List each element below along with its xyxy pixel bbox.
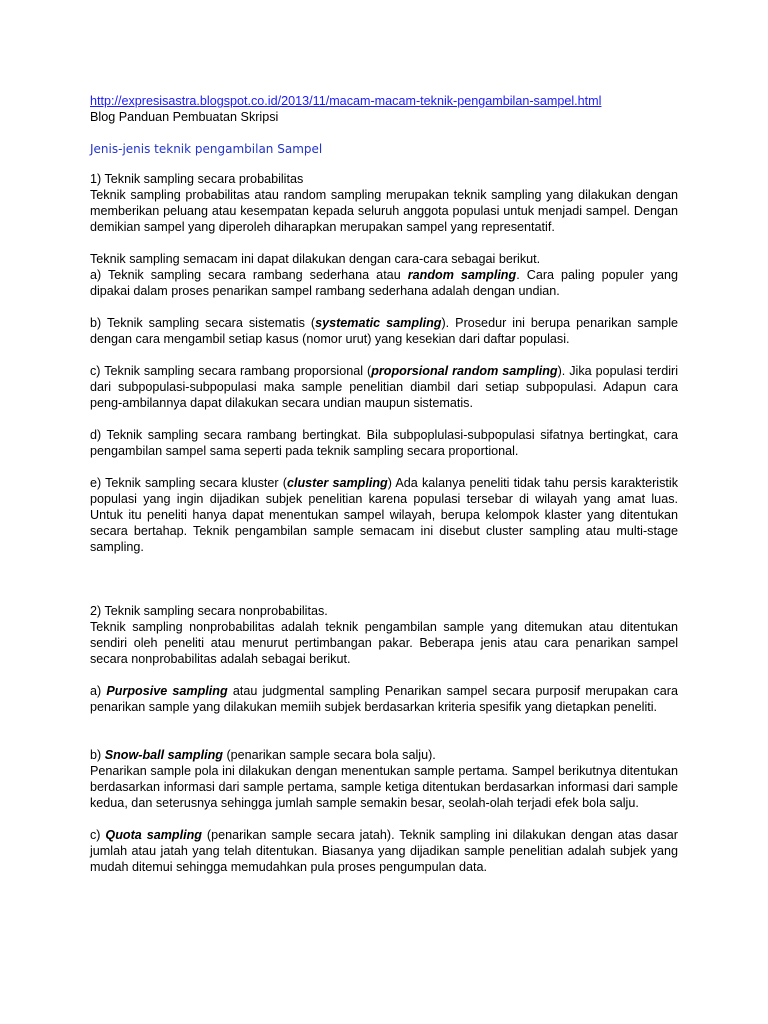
section1-lead: Teknik sampling semacam ini dapat dilakukan dengan cara-cara sebagai berikut. [90,252,541,266]
section2-item-b [90,747,678,763]
item2-c-pre: c) [90,828,106,842]
item-a-pre: a) Teknik sampling secara rambang sederhana atau [90,268,408,282]
item-b-pre: b) Teknik sampling secara sistematis ( [90,316,316,330]
item-a-post: . Cara paling populer yang dipakai dalam proses penarikan sampel rambang sederhana adalah dengan undian. [90,268,678,298]
section1-heading: 1) Teknik sampling secara probabilitas [90,172,304,186]
item-c-pre: c) Teknik sampling secara rambang proporsional ( [90,364,372,378]
item2-a-pre: a) [90,684,107,698]
item-c-term: proporsional random sampling [371,364,558,378]
item-a-term: random sampling [407,268,517,282]
section2-intro: Teknik sampling nonprobabilitas adalah teknik pengambilan sample yang ditemukan atau ditentukan sendiri oleh peneliti atau menurut pertimbangan pakar. Beberapa jenis atau cara penarikan sampel secara nonprobabilitas adalah sebagai berikut. [90,620,678,666]
section1-item-a [90,267,678,299]
section1-item-d: d) Teknik sampling secara rambang bertingkat. Bila subpoplulasi-subpopulasi sifatnya bertingkat, cara pengambilan sampel sama seperti pada teknik sampling secara proportional. [90,428,678,458]
item-e-post: ) Ada kalanya peneliti tidak tahu persis karakteristik populasi yang ingin dijadikan subjek penelitian karena populasi tersebar di wilayah yang amat luas. Untuk itu peneliti hanya dapat menentukan sampel wilayah, berupa kelompok klaster yang ditentukan secara bertahap. Teknik pengambilan sample semacam ini disebut cluster sampling atau multi-stage sampling. [90,476,678,554]
item2-b-post: (penarikan sample secara bola salju). [222,748,436,762]
section2-item-b-body: Penarikan sample pola ini dilakukan dengan menentukan sample pertama. Sampel berikutnya ditentukan berdasarkan informasi dari sample pertama, sample ketiga ditentukan berdasarkan informasi dari sample kedua, dan seterusnya sehingga jumlah sample semakin besar, seolah-olah terjadi efek bola salju. [90,764,678,810]
blog-name: Blog Panduan Pembuatan Skripsi [90,110,279,124]
section1-item-e [90,475,678,555]
section1-intro: Teknik sampling probabilitas atau random sampling merupakan teknik sampling yang dilakukan dengan memberikan peluang atau kesempatan kepada seluruh anggota populasi untuk menjadi sampel. Dengan demikian sampel yang diperoleh diharapkan merupakan sampel yang representatif. [90,188,678,234]
item-c-post: ). Jika populasi terdiri dari subpopulasi-subpopulasi maka sample penelitian diambil dari setiap subpopulasi. Adapun cara peng-ambilannya dapat dilakukan secara undian maupun sistematis. [90,364,678,410]
item2-c-term: Quota sampling [105,828,202,842]
section1-item-b [90,315,678,347]
item2-a-post: atau judgmental sampling Penarikan sampel secara purposif merupakan cara penarikan sample yang dilakukan memiih subjek berdasarkan kriteria spesifik yang dietapkan peneliti. [90,684,678,714]
source-url-link[interactable]: http://expresisastra.blogspot.co.id/2013/11/macam-macam-teknik-pengambilan-sampel.html [90,94,602,108]
section2-item-c [90,827,678,875]
item2-a-term: Purposive sampling [106,684,228,698]
item-b-term: systematic sampling [315,316,442,330]
document-title: Jenis-jenis teknik pengambilan Sampel [90,142,323,156]
section1-item-c [90,363,678,411]
section2-heading: 2) Teknik sampling secara nonprobabilitas. [90,604,328,618]
item-e-pre: e) Teknik sampling secara kluster ( [90,476,287,490]
item-b-post: ). Prosedur ini berupa penarikan sample dengan cara mengambil setiap kasus (nomor urut) yang kesekian dari daftar populasi. [90,316,679,346]
item2-b-pre: b) [90,748,105,762]
section2-item-a [90,683,678,715]
item-e-term: cluster sampling [286,476,388,490]
item2-b-term: Snow-ball sampling [104,748,223,762]
item2-c-post: (penarikan sample secara jatah). Teknik sampling ini dilakukan dengan atas dasar jumlah atau jatah yang telah ditentukan. Biasanya yang dijadikan sample penelitian adalah subjek yang mudah ditemui sehingga memudahkan pula proses pengumpulan data. [90,828,678,874]
